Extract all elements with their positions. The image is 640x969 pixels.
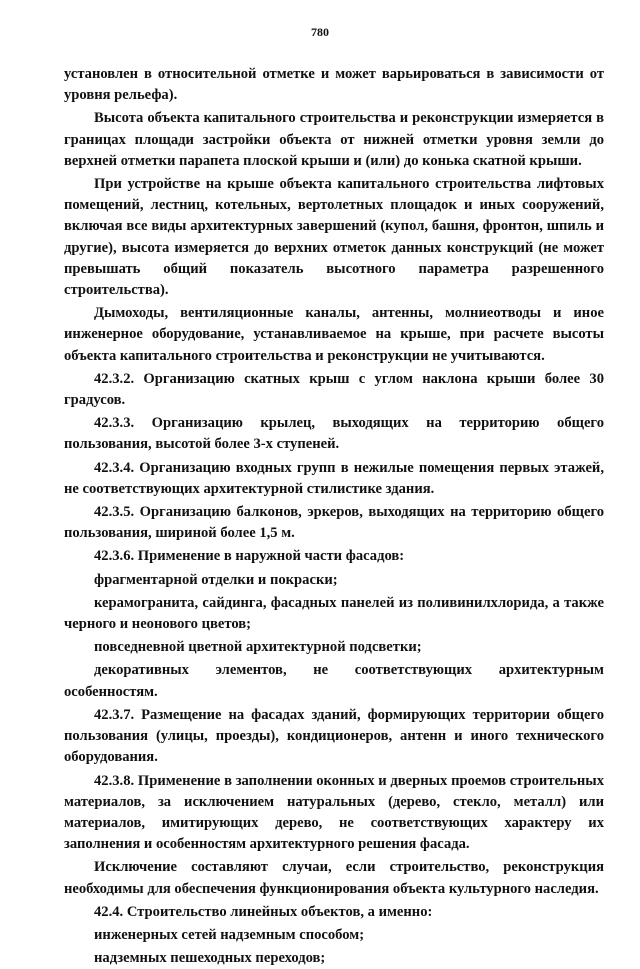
paragraph-42-3-4: 42.3.4. Организацию входных групп в нежилые помещения первых этажей, не соответствующих архитектурной стилистике здания. [64,459,604,497]
paragraph-chimneys: Дымоходы, вентиляционные каналы, антенны, молниеотводы и иное инженерное оборудование, устанавливаемое на крыше, при расчете высоты объекта капитального строительства и реконструкции не учитываются. [64,305,604,364]
paragraph-42-3-6: 42.3.6. Применение в наружной части фасадов: [94,548,405,565]
list-item-fragmentary-finish: фрагментарной отделки и покраски; [94,571,338,588]
document-body [64,64,604,969]
paragraph-42-3-8: 42.3.8. Применение в заполнении оконных и дверных проемов строительных материалов, за исключением натуральных (дерево, стекло, металл) или материалов, имитирующих дерево, не соответствующих характеру их заполнения и особенностям архитектурного решения фасада. [64,772,604,853]
list-item-daily-lighting: повседневной цветной архитектурной подсветки; [94,639,422,656]
paragraph-42-3-5: 42.3.5. Организацию балконов, эркеров, выходящих на территорию общего пользования, шириной более 1,5 м. [64,504,604,542]
list-item-engineering-networks: инженерных сетей надземным способом; [94,926,365,943]
paragraph-roof-structures: При устройстве на крыше объекта капитального строительства лифтовых помещений, лестниц, котельных, вертолетных площадок и иных сооружений, включая все виды архитектурных завершений (купол, башня, фронтон, шпиль и другие), высота измеряется до верхних отметок данных конструкций (не может превышать общий показатель высотного параметра разрешенного строительства). [64,176,604,299]
list-item-pedestrian-crossings: надземных пешеходных переходов; [94,950,326,967]
page-number: 780 [311,25,329,39]
paragraph-42-4: 42.4. Строительство линейных объектов, а именно: [94,903,433,920]
list-item-decorative-elements: декоративных элементов, не соответствующих архитектурным особенностям. [64,662,604,700]
paragraph-42-3-2: 42.3.2. Организацию скатных крыш с углом наклона крыши более 30 градусов. [64,370,604,409]
paragraph-42-3-7: 42.3.7. Размещение на фасадах зданий, формирующих территории общего пользования (улицы, проезды), кондиционеров, антенн и иного технического оборудования. [64,706,604,766]
list-item-porcelain-siding: керамогранита, сайдинга, фасадных панелей из поливинилхлорида, а также черного и неонового цветов; [64,594,604,633]
paragraph-42-3-3: 42.3.3. Организацию крылец, выходящих на территорию общего пользования, высотой более 3-х ступеней. [64,415,604,453]
paragraph-exception: Исключение составляют случаи, если строительство, реконструкция необходимы для обеспечения функционирования объекта культурного наследия. [64,859,604,897]
paragraph-height-measurement: Высота объекта капитального строительства и реконструкции измеряется в границах площади застройки объекта от нижней отметки уровня земли до верхней отметки парапета плоской крыши и (или) до конька скатной крыши. [64,110,604,169]
paragraph-relief-continuation: установлен в относительной отметке и может варьироваться в зависимости от уровня рельефа). [64,66,604,104]
